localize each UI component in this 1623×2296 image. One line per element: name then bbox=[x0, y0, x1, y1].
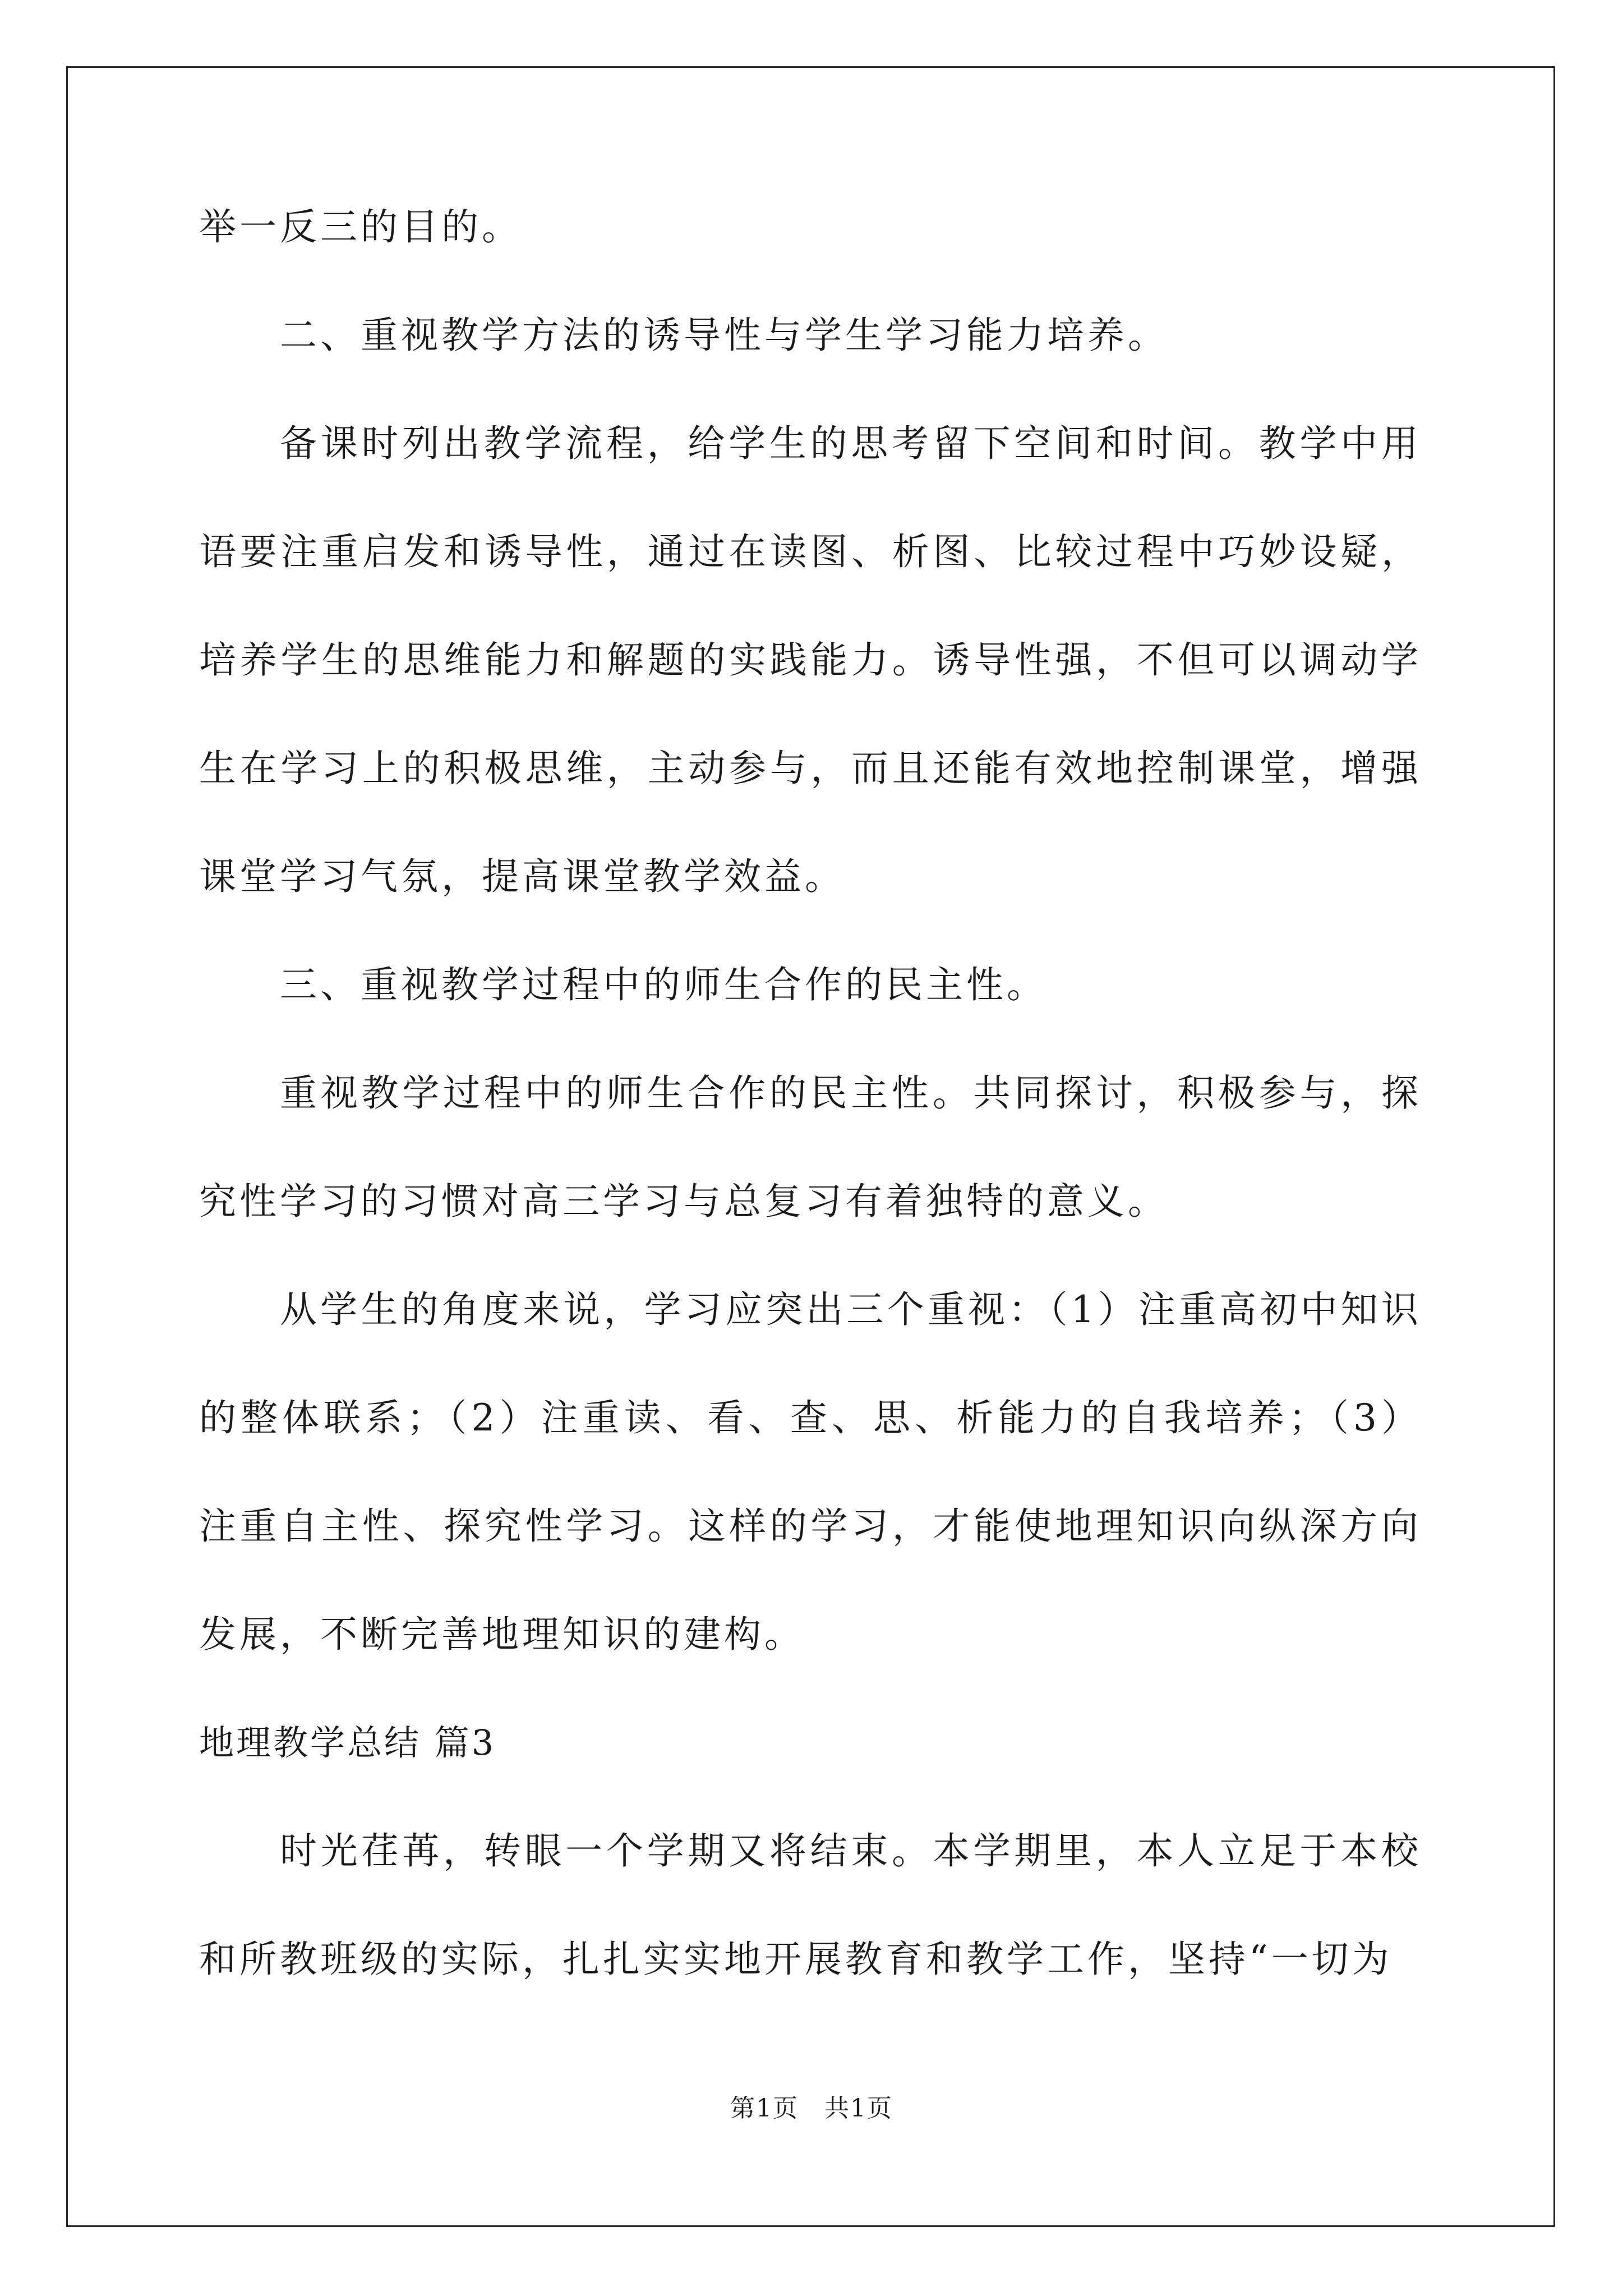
page-number-footer: 第1页 共1页 bbox=[730, 2094, 893, 2123]
paragraph-democracy: 重视教学过程中的师生合作的民主性。共同探讨，积极参与，探究性学习的习惯对高三学习与总复习有着独特的意义。 bbox=[199, 1071, 1422, 1223]
paragraph-lesson-prep: 备课时列出教学流程，给学生的思考留下空间和时间。教学中用语要注重启发和诱导性，通过在读图、析图、比较过程中巧妙设疑，培养学生的思维能力和解题的实践能力。诱导性强，不但可以调动学生在学习上的积极思维，主动参与，而且还能有效地控制课堂，增强课堂学习气氛，提高课堂教学效益。 bbox=[199, 422, 1422, 898]
document-body bbox=[199, 206, 1422, 2013]
paragraph-student-perspective: 从学生的角度来说，学习应突出三个重视：（1）注重高初中知识的整体联系；（2）注重读、看、查、思、析能力的自我培养；（3）注重自主性、探究性学习。这样的学习，才能使地理知识向纵深方向发展，不断完善地理知识的建构。 bbox=[199, 1288, 1422, 1656]
section-heading: 地理教学总结 篇3 bbox=[199, 1722, 496, 1763]
subheading-three: 三、重视教学过程中的师生合作的民主性。 bbox=[280, 963, 1047, 1006]
paragraph-continuation: 举一反三的目的。 bbox=[199, 205, 522, 249]
paragraph-semester-intro: 时光荏苒，转眼一个学期又将结束。本学期里，本人立足于本校和所教班级的实际，扎扎实实地开展教育和教学工作，坚持“一切为 bbox=[199, 1829, 1422, 1981]
subheading-two: 二、重视教学方法的诱导性与学生学习能力培养。 bbox=[280, 314, 1168, 357]
